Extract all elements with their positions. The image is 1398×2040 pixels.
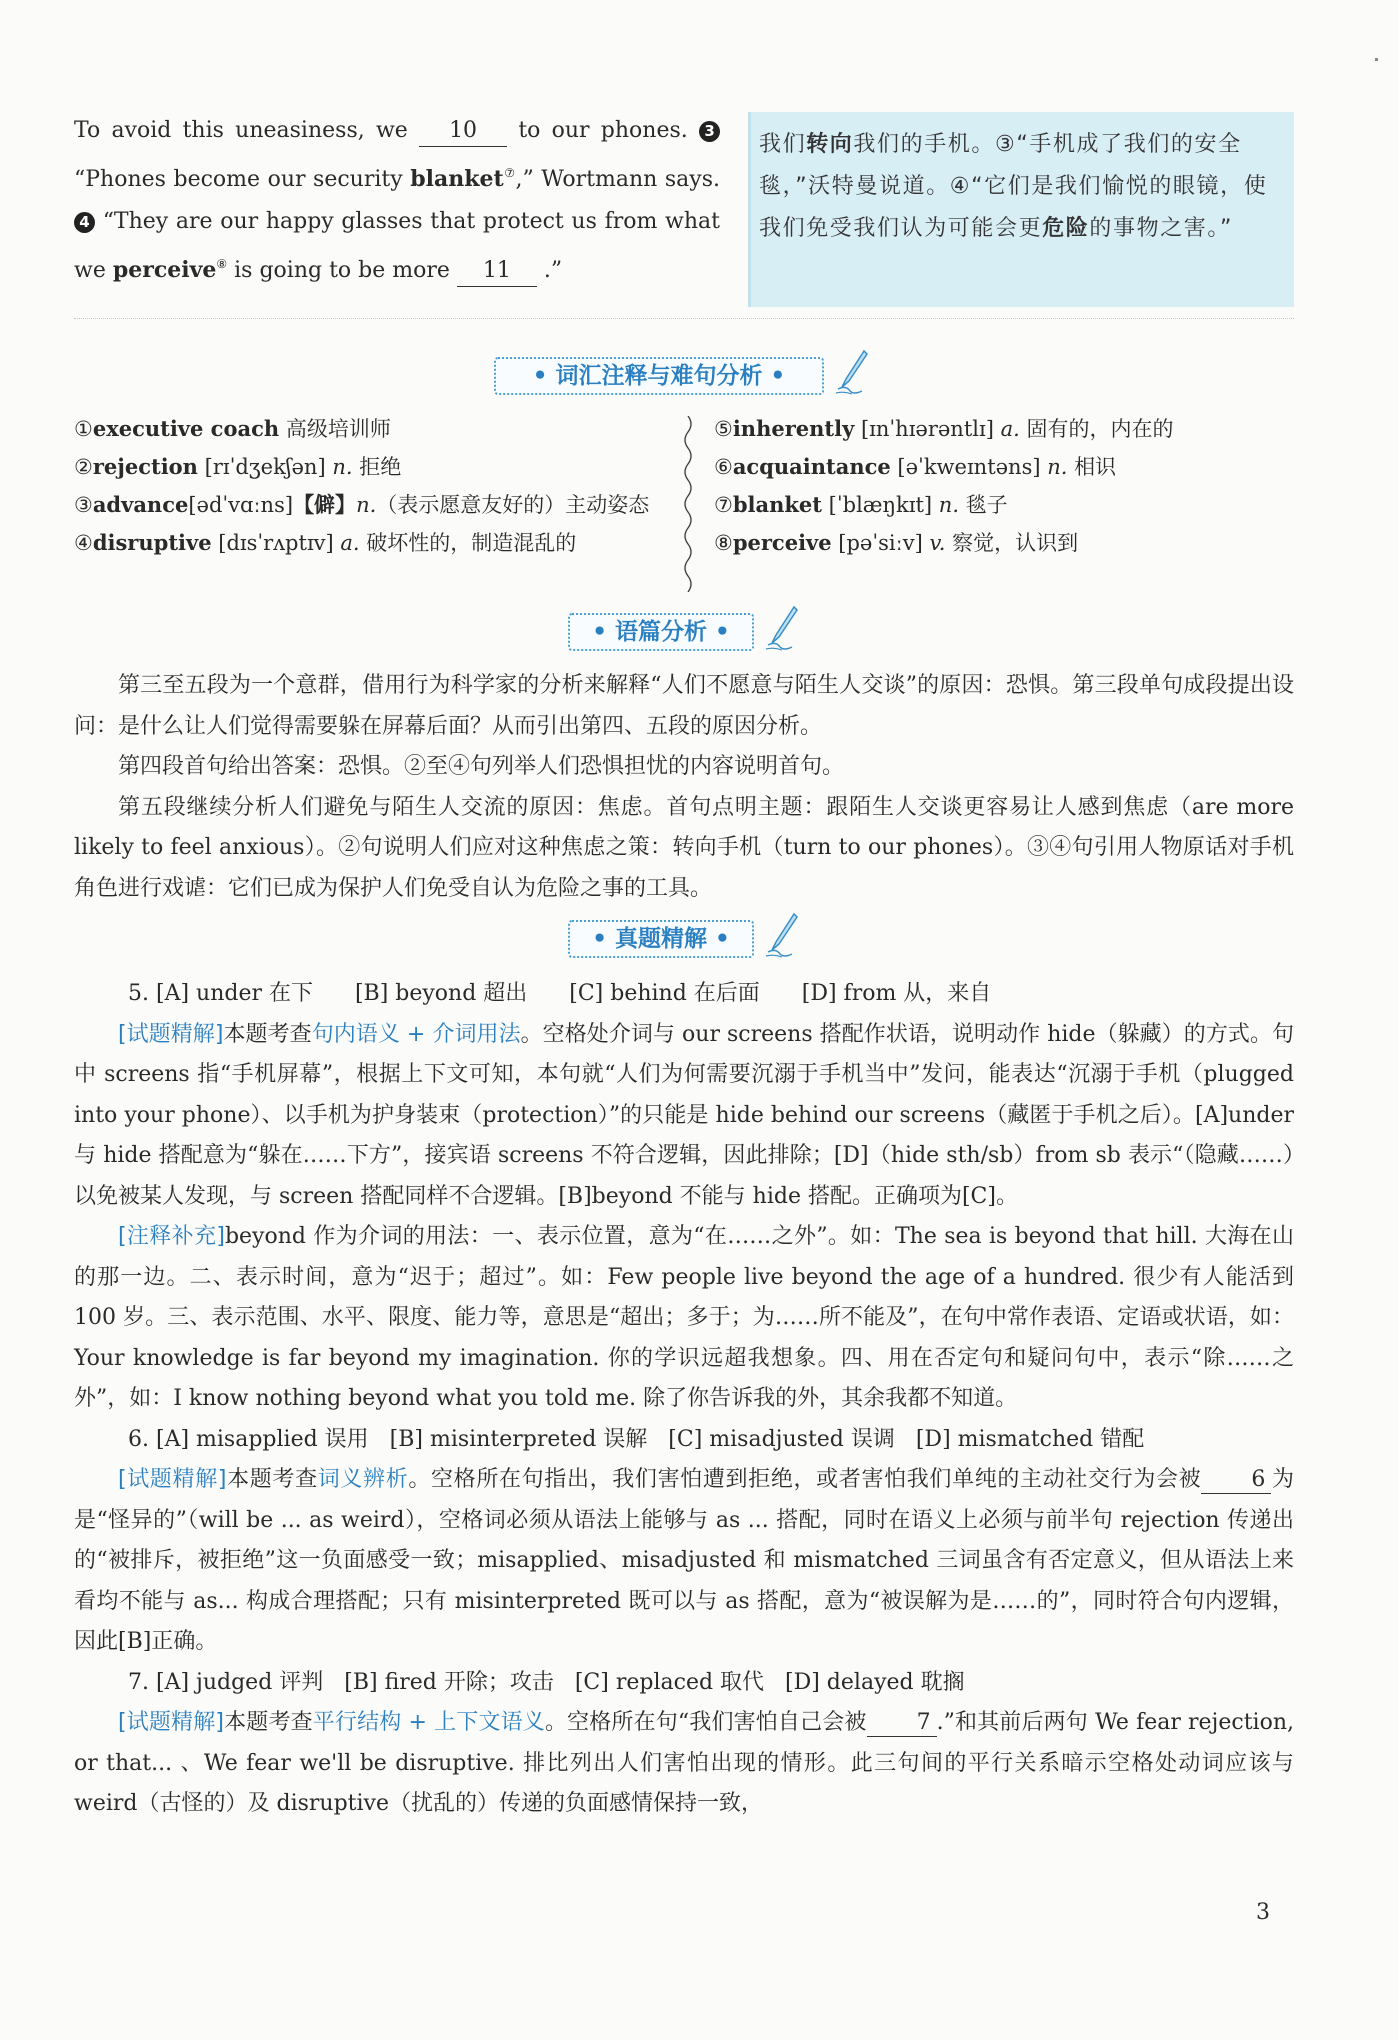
question-6-options: 6. [A] misapplied 误用 [B] misinterpreted 误解 [C] misadjusted 误调 [D] mismatched 错配 (128, 1426, 1145, 1452)
passage-text: To avoid this uneasiness, we (74, 118, 408, 143)
passage-text: .” (543, 258, 563, 283)
blank-6: 6 (1201, 1467, 1271, 1494)
sentence-marker-4: 4 (74, 212, 95, 233)
question-5-options: 5. [A] under 在下 [B] beyond 超出 [C] behind 在后面 [D] from 从，来自 (128, 981, 992, 1006)
passage-text: is going to be more (234, 258, 450, 283)
vocab-item: ②rejection [rɪˈdʒekʃən] n. 拒绝 (74, 454, 402, 479)
vocab-item: ①executive coach 高级培训师 (74, 416, 391, 441)
section-title: • 词汇注释与难句分析 • (494, 357, 824, 395)
vocab-item: ③advance[ədˈvɑːns]【僻】n.（表示愿意友好的）主动姿态 (74, 492, 650, 517)
passage-text: ,” Wortmann says. (515, 167, 720, 192)
blank-7: 7 (867, 1710, 937, 1737)
passage-text: “They are our happy glasses that protect us from what we (74, 209, 720, 283)
wavy-divider-icon (678, 416, 698, 592)
vocab-item: ④disruptive [dɪsˈrʌptɪv] a. 破坏性的，制造混乱的 (74, 530, 577, 555)
keyword-blanket: blanket (410, 166, 504, 192)
vocab-list-left (74, 410, 674, 562)
footnote-ref: ⑦ (503, 166, 516, 180)
sentence-marker-3: 3 (699, 121, 720, 142)
english-passage (74, 110, 720, 292)
translation-text: 我们的手机。③“手机成了我们的安全毯，”沃特曼说道。④“它们是我们愉悦的眼镜，使我们免受我们认为可能会更 (759, 132, 1268, 241)
question-5-analysis: [试题精解]本题考查句内语义 + 介词用法。空格处介词与 our screens 搭配作状语，说明动作 hide（躲藏）的方式。句中 screens 指“手机屏幕”，根据上下文可知，本句就“人们为何需要沉溺于手机当中”发问，能表达“沉溺于手机（plugged into your phone）、以手机为护身装束（protection）”的只能是 hide behind our screens（藏匿于手机之后）。[A]under 与 hide 搭配意为“躲在……下方”，接宾语 screens 不符合逻辑，因此排除；[D]（hide sth/sb）from sb 表示“（隐藏……）以免被某人发现，与 screen 搭配同样不合逻辑。[B]beyond 不能与 hide 搭配。正确项为[C]。 (74, 1021, 1294, 1209)
vocab-section-header (0, 355, 1398, 401)
pen-icon (832, 347, 872, 397)
vocab-item: ⑦blanket [ˈblæŋkɪt] n. 毯子 (714, 492, 1008, 517)
section-title: • 语篇分析 • (568, 613, 754, 651)
vocab-list-right (714, 410, 1294, 562)
question-6-analysis: [试题精解]本题考查词义辨析。空格所在句指出，我们害怕遭到拒绝，或者害怕我们单纯的主动社交行为会被 6 为是“怪异的”（will be ... as weird），空格词必须从语法上能够与 as ... 搭配，同时在语义上必须与前半句 rejection 传递出的“被排斥，被拒绝”这一负面感受一致；misapplied、misadjusted 和 mismatched 三词虽含有否定意义，但从语法上来看均不能与 as... 构成合理搭配；只有 misinterpreted 既可以与 as 搭配，意为“被误解为是……的”，同时符合句内逻辑，因此[B]正确。 (74, 1467, 1294, 1654)
passage-text: to our phones. (518, 118, 688, 143)
section-title: • 真题精解 • (568, 920, 754, 958)
translation-text: 的事物之害。” (1089, 216, 1234, 241)
footnote-ref: ⑧ (216, 257, 228, 271)
page-number: 3 (1256, 1900, 1270, 1925)
passage-text: “Phones become our security (74, 167, 403, 192)
pen-icon (762, 603, 802, 653)
question-5-note: [注释补充]beyond 作为介词的用法：一、表示位置，意为“在……之外”。如：The sea is beyond that hill. 大海在山的那一边。二、表示时间，意为“迟于；超过”。如：Few people live beyond the age of a hundred. 很少有人能活到 100 岁。三、表示范围、水平、限度、能力等，意思是“超出；多于；为……所不能及”，在句中常作表语、定语或状语，如：Your knowledge is far beyond my imagination. 你的学识远超我想象。四、用在否定句和疑问句中，表示“除……之外”，如：I know nothing beyond what you told me. 除了你告诉我的外，其余我都不知道。 (74, 1224, 1294, 1411)
blank-11: 11 (457, 256, 537, 287)
translation-text: 我们 (759, 132, 807, 157)
translation-box (748, 112, 1294, 307)
exam-analysis (74, 974, 1294, 1825)
blank-10: 10 (419, 116, 507, 147)
exam-section-header (0, 918, 1398, 964)
keyword-perceive: perceive (112, 257, 217, 283)
paragraph: 第三至五段为一个意群，借用行为科学家的分析来解释“人们不愿意与陌生人交谈”的原因：恐惧。第三段单句成段提出设问：是什么让人们觉得需要躲在屏幕后面？从而引出第四、五段的原因分析。 (74, 673, 1294, 739)
section-divider (74, 318, 1294, 319)
translation-keyword: 危险 (1042, 216, 1090, 241)
vocab-item: ⑤inherently [ɪnˈhɪərəntlɪ] a. 固有的，内在的 (714, 416, 1174, 441)
pen-icon (762, 910, 802, 960)
question-7-options: 7. [A] judged 评判 [B] fired 开除；攻击 [C] replaced 取代 [D] delayed 耽搁 (128, 1669, 965, 1695)
question-7-analysis: [试题精解]本题考查平行结构 + 上下文语义。空格所在句“我们害怕自己会被 7 .”和其前后两句 We fear rejection, or that... 、We fear we'll be disruptive. 排比列出人们害怕出现的情形。此三句间的平行关系暗示空格处动词应该与 weird（古怪的）及 disruptive（扰乱的）传递的负面感情保持一致， (74, 1710, 1295, 1816)
vocab-item: ⑧perceive [pəˈsiːv] v. 察觉，认识到 (714, 530, 1079, 555)
discourse-section-header (0, 611, 1398, 657)
vocab-item: ⑥acquaintance [əˈkweɪntəns] n. 相识 (714, 454, 1117, 479)
paragraph: 第四段首句给出答案：恐惧。②至④句列举人们恐惧担忧的内容说明首句。 (118, 754, 845, 779)
translation-keyword: 转向 (806, 132, 854, 157)
margin-mark (1375, 58, 1378, 61)
discourse-analysis (74, 666, 1294, 909)
paragraph: 第五段继续分析人们避免与陌生人交流的原因：焦虑。首句点明主题：跟陌生人交谈更容易让人感到焦虑（are more likely to feel anxious）。②句说明人们应对这种焦虑之策：转向手机（turn to our phones）。③④句引用人物原话对手机角色进行戏谑：它们已成为保护人们免受自认为危险之事的工具。 (74, 794, 1294, 901)
